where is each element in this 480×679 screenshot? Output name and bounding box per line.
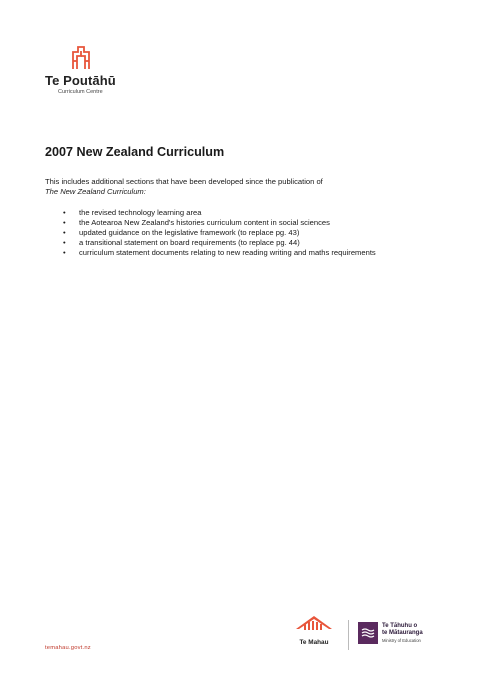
brand-subtitle: Curriculum Centre (58, 89, 103, 95)
ministry-english-name: Ministry of Education (382, 638, 421, 643)
footer-url-link[interactable]: temahau.govt.nz (45, 645, 91, 651)
intro-text: This includes additional sections that have been developed since the publication of (45, 177, 323, 186)
ministry-name-line2: te Mātauranga (382, 630, 423, 636)
list-item: • curriculum statement documents relating to new reading writing and maths requirements (45, 248, 405, 258)
intro-italic-title: The New Zealand Curriculum: (45, 187, 146, 196)
ministry-logo (358, 622, 423, 644)
ministry-name-line1: Te Tāhuhu o (382, 623, 418, 629)
brand-header (45, 44, 165, 95)
list-item: • a transitional statement on board requirements (to replace pg. 44) (45, 238, 405, 248)
ministry-emblem-icon (358, 622, 378, 644)
list-item: • the revised technology learning area (45, 208, 405, 218)
te-poutahu-logo-icon (70, 44, 92, 70)
list-item: • the Aotearoa New Zealand's histories curriculum content in social sciences (45, 218, 405, 228)
te-mahau-roof-icon (296, 616, 332, 632)
page-title: 2007 New Zealand Curriculum (45, 145, 225, 159)
brand-name: Te Poutāhū (45, 73, 116, 88)
section-list (45, 208, 405, 258)
list-item: • updated guidance on the legislative framework (to replace pg. 43) (45, 228, 405, 238)
intro-paragraph (45, 177, 405, 197)
te-mahau-label: Te Mahau (299, 639, 329, 646)
te-mahau-logo (289, 616, 339, 646)
footer-divider (348, 620, 349, 650)
